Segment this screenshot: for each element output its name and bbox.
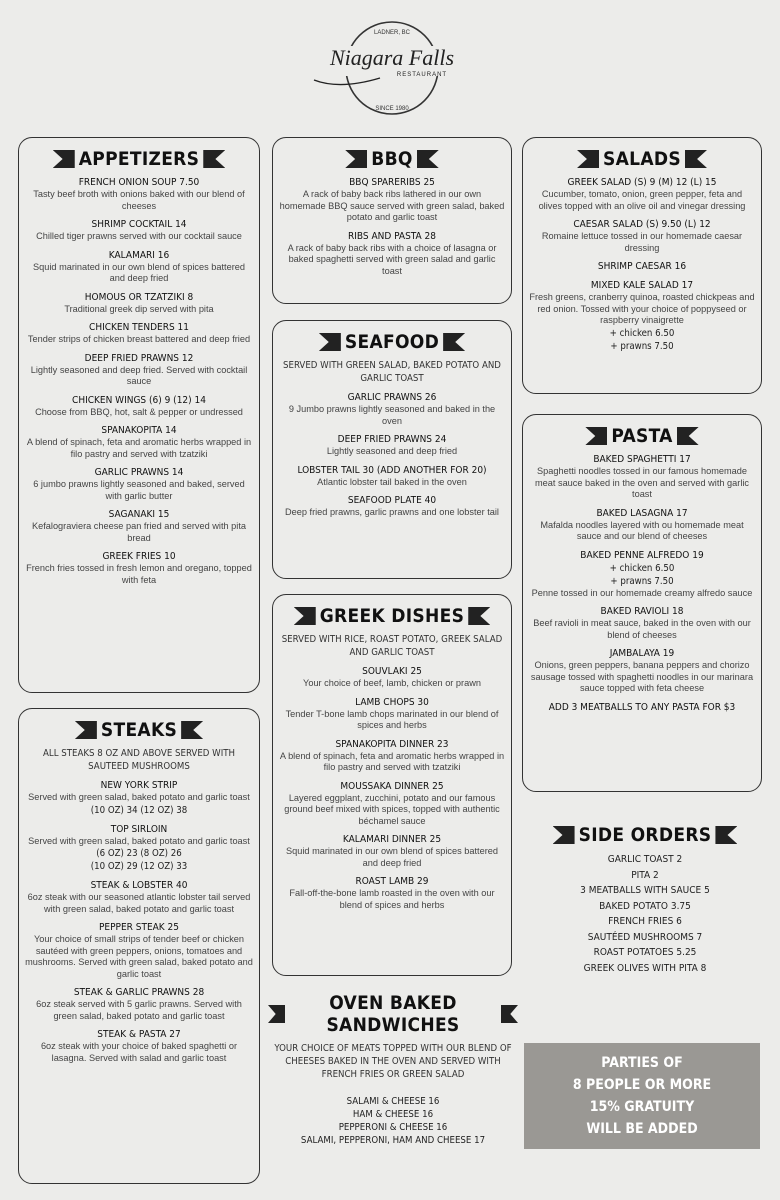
logo-bottom-text: SINCE 1980 xyxy=(375,106,409,112)
item-description: Chilled tiger prawns served with our cocktail sauce xyxy=(36,231,242,241)
item-description: A rack of baby back ribs lathered in our own homemade BBQ sauce served with green salad, baked potato and garlic toast xyxy=(279,189,505,222)
menu-item xyxy=(25,424,253,460)
menu-item xyxy=(25,249,253,285)
list-line: GREEK OLIVES WITH PITA 8 xyxy=(583,962,707,974)
item-name: LAMB CHOPS 30 xyxy=(355,696,429,708)
section-title: SEAFOOD xyxy=(344,331,440,353)
list-line: PITA 2 xyxy=(631,869,659,881)
list-line: SALAMI, PEPPERONI, HAM AND CHEESE 17 xyxy=(300,1135,486,1146)
menu-item xyxy=(25,508,253,544)
menu-item xyxy=(25,779,253,817)
greek-section xyxy=(272,594,512,976)
item-description: Served with green salad, baked potato and garlic toast xyxy=(28,835,250,846)
item-description: A rack of baby back ribs with a choice of lasagna or baked spaghetti served with green salad and garlic toast xyxy=(287,242,497,276)
menu-item xyxy=(529,453,755,501)
list-line: PEPPERONI & CHEESE 16 xyxy=(338,1122,448,1133)
item-name: JAMBALAYA 19 xyxy=(609,648,675,659)
item-name: NEW YORK STRIP xyxy=(100,780,178,791)
section-title: PASTA xyxy=(611,425,673,447)
menu-item xyxy=(25,176,253,212)
item-name: ROAST LAMB 29 xyxy=(355,876,429,887)
item-name: BBQ SPARERIBS 25 xyxy=(349,177,435,188)
sides-section xyxy=(545,822,745,976)
item-name: STEAK & PASTA 27 xyxy=(97,1029,181,1040)
item-price-option: + prawns 7.50 xyxy=(610,340,674,352)
menu-item xyxy=(25,879,253,915)
appetizers-section xyxy=(18,137,260,693)
item-description: 6oz steak served with 5 garlic prawns. Served with green salad, baked potato and garlic toast xyxy=(36,999,242,1021)
item-description: Lightly seasoned and deep fried. Served with cocktail sauce xyxy=(30,364,248,386)
item-name: SAGANAKI 15 xyxy=(108,509,170,520)
menu-item xyxy=(25,550,253,586)
item-description: Squid marinated in our own blend of spices battered and deep fried xyxy=(33,261,245,283)
item-description: Fall-off-the-bone lamb roasted in the oven with our blend of spices and herbs xyxy=(289,888,495,910)
restaurant-logo xyxy=(300,18,480,118)
menu-item xyxy=(279,780,505,828)
item-description: Penne tossed in our homemade creamy alfredo sauce xyxy=(531,587,753,598)
item-description: Kefalograviera cheese pan fried and served with pita bread xyxy=(32,521,246,543)
section-title: STEAKS xyxy=(100,719,178,741)
menu-item xyxy=(25,394,253,419)
item-description: Mafalda noodles layered with ou homemade meat sauce and our blend of cheeses xyxy=(540,519,744,541)
item-description: Your choice of small strips of tender beef or chicken sautéed with green peppers, onions, tomatoes and mushrooms. Served with green salad, baked potato and garlic toast xyxy=(25,934,253,979)
menu-item xyxy=(25,921,253,980)
menu-item xyxy=(25,466,253,502)
salads-section xyxy=(522,137,762,394)
section-title: APPETIZERS xyxy=(78,148,200,170)
item-name: MIXED KALE SALAD 17 xyxy=(590,280,694,291)
section-title: BBQ xyxy=(371,148,413,170)
item-description: 6oz steak with our seasoned atlantic lobster tail served with green salad, baked potato and garlic toast xyxy=(27,892,251,914)
item-price-option: (6 OZ) 23 (8 OZ) 26 xyxy=(96,848,182,859)
item-description: Beef ravioli in meat sauce, baked in the oven with our blend of cheeses xyxy=(533,618,751,640)
menu-item xyxy=(279,230,505,278)
section-title: SALADS xyxy=(603,148,681,170)
sides-list xyxy=(545,852,745,976)
item-name: DEEP FRIED PRAWNS 24 xyxy=(337,434,447,445)
item-name: CHICKEN TENDERS 11 xyxy=(89,322,189,333)
item-name: RIBS AND PASTA 28 xyxy=(348,230,436,242)
menu-item xyxy=(25,986,253,1022)
menu-item xyxy=(279,696,505,732)
list-line: 3 MEATBALLS WITH SAUCE 5 xyxy=(580,885,710,896)
item-name: SPANAKOPITA DINNER 23 xyxy=(335,738,449,750)
menu-item xyxy=(279,833,505,869)
item-name: BAKED RAVIOLI 18 xyxy=(600,606,684,617)
item-description: A blend of spinach, feta and aromatic herbs wrapped in filo pastry and served with tzatziki xyxy=(26,437,252,459)
menu-item xyxy=(279,738,505,774)
greek-list xyxy=(279,665,505,911)
item-description: Deep fried prawns, garlic prawns and one lobster tail xyxy=(285,507,499,517)
item-description: Your choice of beef, lamb, chicken or prawn xyxy=(303,678,481,688)
item-name: TOP SIRLOIN xyxy=(110,823,168,835)
menu-item xyxy=(25,823,253,874)
list-line: SAUTÉED MUSHROOMS 7 xyxy=(587,931,703,943)
item-name: BAKED SPAGHETTI 17 xyxy=(593,454,691,465)
item-description: Choose from BBQ, hot, salt & pepper or undressed xyxy=(35,406,243,417)
menu-item xyxy=(279,665,505,690)
item-description: Tender T-bone lamb chops marinated in our blend of spices and herbs xyxy=(285,708,499,730)
menu-item xyxy=(279,391,505,427)
pasta-addon: ADD 3 MEATBALLS TO ANY PASTA FOR $3 xyxy=(548,701,736,713)
item-description: 6oz steak with your choice of baked spaghetti or lasagna. Served with salad and garlic toast xyxy=(40,1041,238,1063)
appetizers-list xyxy=(25,176,253,586)
item-name: KALAMARI 16 xyxy=(108,249,170,261)
item-description: Atlantic lobster tail baked in the oven xyxy=(317,476,467,487)
section-title: OVEN BAKED SANDWICHES xyxy=(326,992,460,1036)
logo-subname: RESTAURANT xyxy=(396,72,448,78)
item-name: KALAMARI DINNER 25 xyxy=(342,834,442,845)
logo-name: Niagara Falls xyxy=(329,45,455,70)
item-name: CHICKEN WINGS (6) 9 (12) 14 xyxy=(72,394,206,406)
greek-header xyxy=(279,605,505,627)
sides-header xyxy=(545,824,745,846)
menu-item xyxy=(279,464,505,489)
list-line: FRENCH FRIES 6 xyxy=(608,916,682,927)
item-description: French fries tossed in fresh lemon and oregano, topped with feta xyxy=(26,563,252,585)
steaks-section xyxy=(18,708,260,1184)
pasta-section xyxy=(522,414,762,792)
bbq-section xyxy=(272,137,512,304)
item-name: PEPPER STEAK 25 xyxy=(99,922,179,933)
item-description: Traditional greek dip served with pita xyxy=(64,303,214,314)
item-name: SEAFOOD PLATE 40 xyxy=(347,495,437,506)
menu-item xyxy=(529,176,755,212)
list-line: GARLIC TOAST 2 xyxy=(607,854,683,865)
greek-note: SERVED WITH RICE, ROAST POTATO, GREEK SALAD AND GARLIC TOAST xyxy=(281,634,503,658)
item-description: 6 jumbo prawns lightly seasoned and baked, served with garlic butter xyxy=(33,479,245,501)
item-name: GREEK SALAD (S) 9 (M) 12 (L) 15 xyxy=(567,177,717,188)
item-name: STEAK & GARLIC PRAWNS 28 xyxy=(73,987,205,998)
item-description: 9 Jumbo prawns lightly seasoned and baked in the oven xyxy=(288,404,496,426)
menu-item xyxy=(529,260,755,273)
item-name: GARLIC PRAWNS 26 xyxy=(347,392,437,403)
item-description: Tasty beef broth with onions baked with our blend of cheeses xyxy=(33,189,245,211)
menu-item xyxy=(279,176,505,224)
logo-top-text: LADNER, BC xyxy=(373,30,411,36)
menu-item xyxy=(529,218,755,254)
item-price-option: + chicken 6.50 xyxy=(609,562,675,574)
item-name: SOUVLAKI 25 xyxy=(362,666,422,677)
menu-item xyxy=(25,291,253,316)
item-name: BAKED LASAGNA 17 xyxy=(596,507,688,519)
menu-item xyxy=(529,507,755,543)
seafood-header xyxy=(279,331,505,353)
item-price-option: + chicken 6.50 xyxy=(609,327,675,339)
menu-item xyxy=(279,433,505,458)
item-price-option: (10 OZ) 34 (12 OZ) 38 xyxy=(90,804,188,816)
section-title: GREEK DISHES xyxy=(319,605,465,627)
item-description: Fresh greens, cranberry quinoa, roasted chickpeas and red onion. Tossed with your choice of poppyseed or raspberry vinaigrette xyxy=(529,292,755,325)
item-description: Onions, green peppers, banana peppers and chorizo sausage tossed with spaghetti noodles in our marinara sauce topped with feta cheese xyxy=(530,660,754,693)
list-line: BAKED POTATO 3.75 xyxy=(599,900,691,912)
sandwiches-header xyxy=(268,992,518,1036)
seafood-list xyxy=(279,391,505,519)
item-name: LOBSTER TAIL 30 (ADD ANOTHER FOR 20) xyxy=(297,464,487,476)
item-price-option: + prawns 7.50 xyxy=(610,575,674,587)
item-description: Romaine lettuce tossed in our homemade caesar dressing xyxy=(541,231,743,253)
menu-item xyxy=(25,218,253,243)
menu-item xyxy=(25,352,253,388)
item-description: Spaghetti noodles tossed in our famous homemade meat sauce baked in the oven and served with garlic toast xyxy=(535,466,749,499)
item-description: A blend of spinach, feta and aromatic herbs wrapped in filo pastry and served with tzatziki xyxy=(279,750,505,772)
section-title: SIDE ORDERS xyxy=(578,824,712,846)
menu-item xyxy=(529,647,755,695)
item-name: SHRIMP COCKTAIL 14 xyxy=(91,219,187,230)
gratuity-line: 8 PEOPLE OR MORE xyxy=(572,1077,712,1093)
pasta-header xyxy=(529,425,755,447)
item-name: MOUSSAKA DINNER 25 xyxy=(340,780,444,792)
item-description: Layered eggplant, zucchini, potato and our famous ground beef mixed with spices, topped with authentic béchamel sauce xyxy=(284,792,500,826)
item-name: GARLIC PRAWNS 14 xyxy=(94,467,184,478)
item-price-option: (10 OZ) 29 (12 OZ) 33 xyxy=(90,861,188,872)
gratuity-line: PARTIES OF xyxy=(601,1055,683,1071)
menu-item xyxy=(25,321,253,346)
item-name: GREEK FRIES 10 xyxy=(102,551,176,562)
seafood-note: SERVED WITH GREEN SALAD, BAKED POTATO AND GARLIC TOAST xyxy=(283,360,501,384)
steaks-list xyxy=(25,779,253,1064)
steaks-note: ALL STEAKS 8 OZ AND ABOVE SERVED WITH SAUTEED MUSHROOMS xyxy=(42,748,236,772)
item-name: SPANAKOPITA 14 xyxy=(101,425,177,436)
pasta-list xyxy=(529,453,755,695)
list-line: HAM & CHEESE 16 xyxy=(352,1109,434,1120)
bbq-list xyxy=(279,176,505,277)
menu-item xyxy=(529,279,755,353)
item-description: Squid marinated in our own blend of spices battered and deep fried xyxy=(286,846,498,868)
sandwiches-note: YOUR CHOICE OF MEATS TOPPED WITH OUR BLEND OF CHEESES BAKED IN THE OVEN AND SERVED WITH FRENCH FRIES OR GREEN SALAD xyxy=(274,1043,512,1080)
list-line: SALAMI & CHEESE 16 xyxy=(346,1096,440,1107)
menu-item xyxy=(25,1028,253,1064)
item-description: Served with green salad, baked potato and garlic toast xyxy=(28,792,250,802)
list-line: ROAST POTATOES 5.25 xyxy=(593,947,697,958)
salads-list xyxy=(529,176,755,353)
item-name: DEEP FRIED PRAWNS 12 xyxy=(84,352,194,364)
item-description: Tender strips of chicken breast battered and deep fried xyxy=(27,334,251,344)
item-name: SHRIMP CAESAR 16 xyxy=(597,261,687,272)
sandwiches-section xyxy=(268,990,518,1147)
appetizers-header xyxy=(25,148,253,170)
menu-item xyxy=(279,875,505,911)
menu-item xyxy=(279,494,505,519)
bbq-header xyxy=(279,148,505,170)
item-description: Cucumber, tomato, onion, green pepper, feta and olives topped with an olive oil and vinegar dressing xyxy=(538,189,746,211)
item-name: HOMOUS OR TZATZIKI 8 xyxy=(84,291,194,303)
salads-header xyxy=(529,148,755,170)
menu-item xyxy=(529,549,755,600)
item-name: CAESAR SALAD (S) 9.50 (L) 12 xyxy=(573,219,711,230)
gratuity-line: 15% GRATUITY xyxy=(589,1099,695,1115)
steaks-header xyxy=(25,719,253,741)
gratuity-notice xyxy=(524,1043,760,1149)
item-name: FRENCH ONION SOUP 7.50 xyxy=(78,177,200,188)
sandwiches-list xyxy=(268,1095,518,1147)
menu-item xyxy=(529,605,755,641)
seafood-section xyxy=(272,320,512,579)
item-name: BAKED PENNE ALFREDO 19 xyxy=(580,549,704,561)
item-description: Lightly seasoned and deep fried xyxy=(326,446,458,456)
gratuity-line: WILL BE ADDED xyxy=(586,1121,698,1137)
item-name: STEAK & LOBSTER 40 xyxy=(90,880,188,891)
